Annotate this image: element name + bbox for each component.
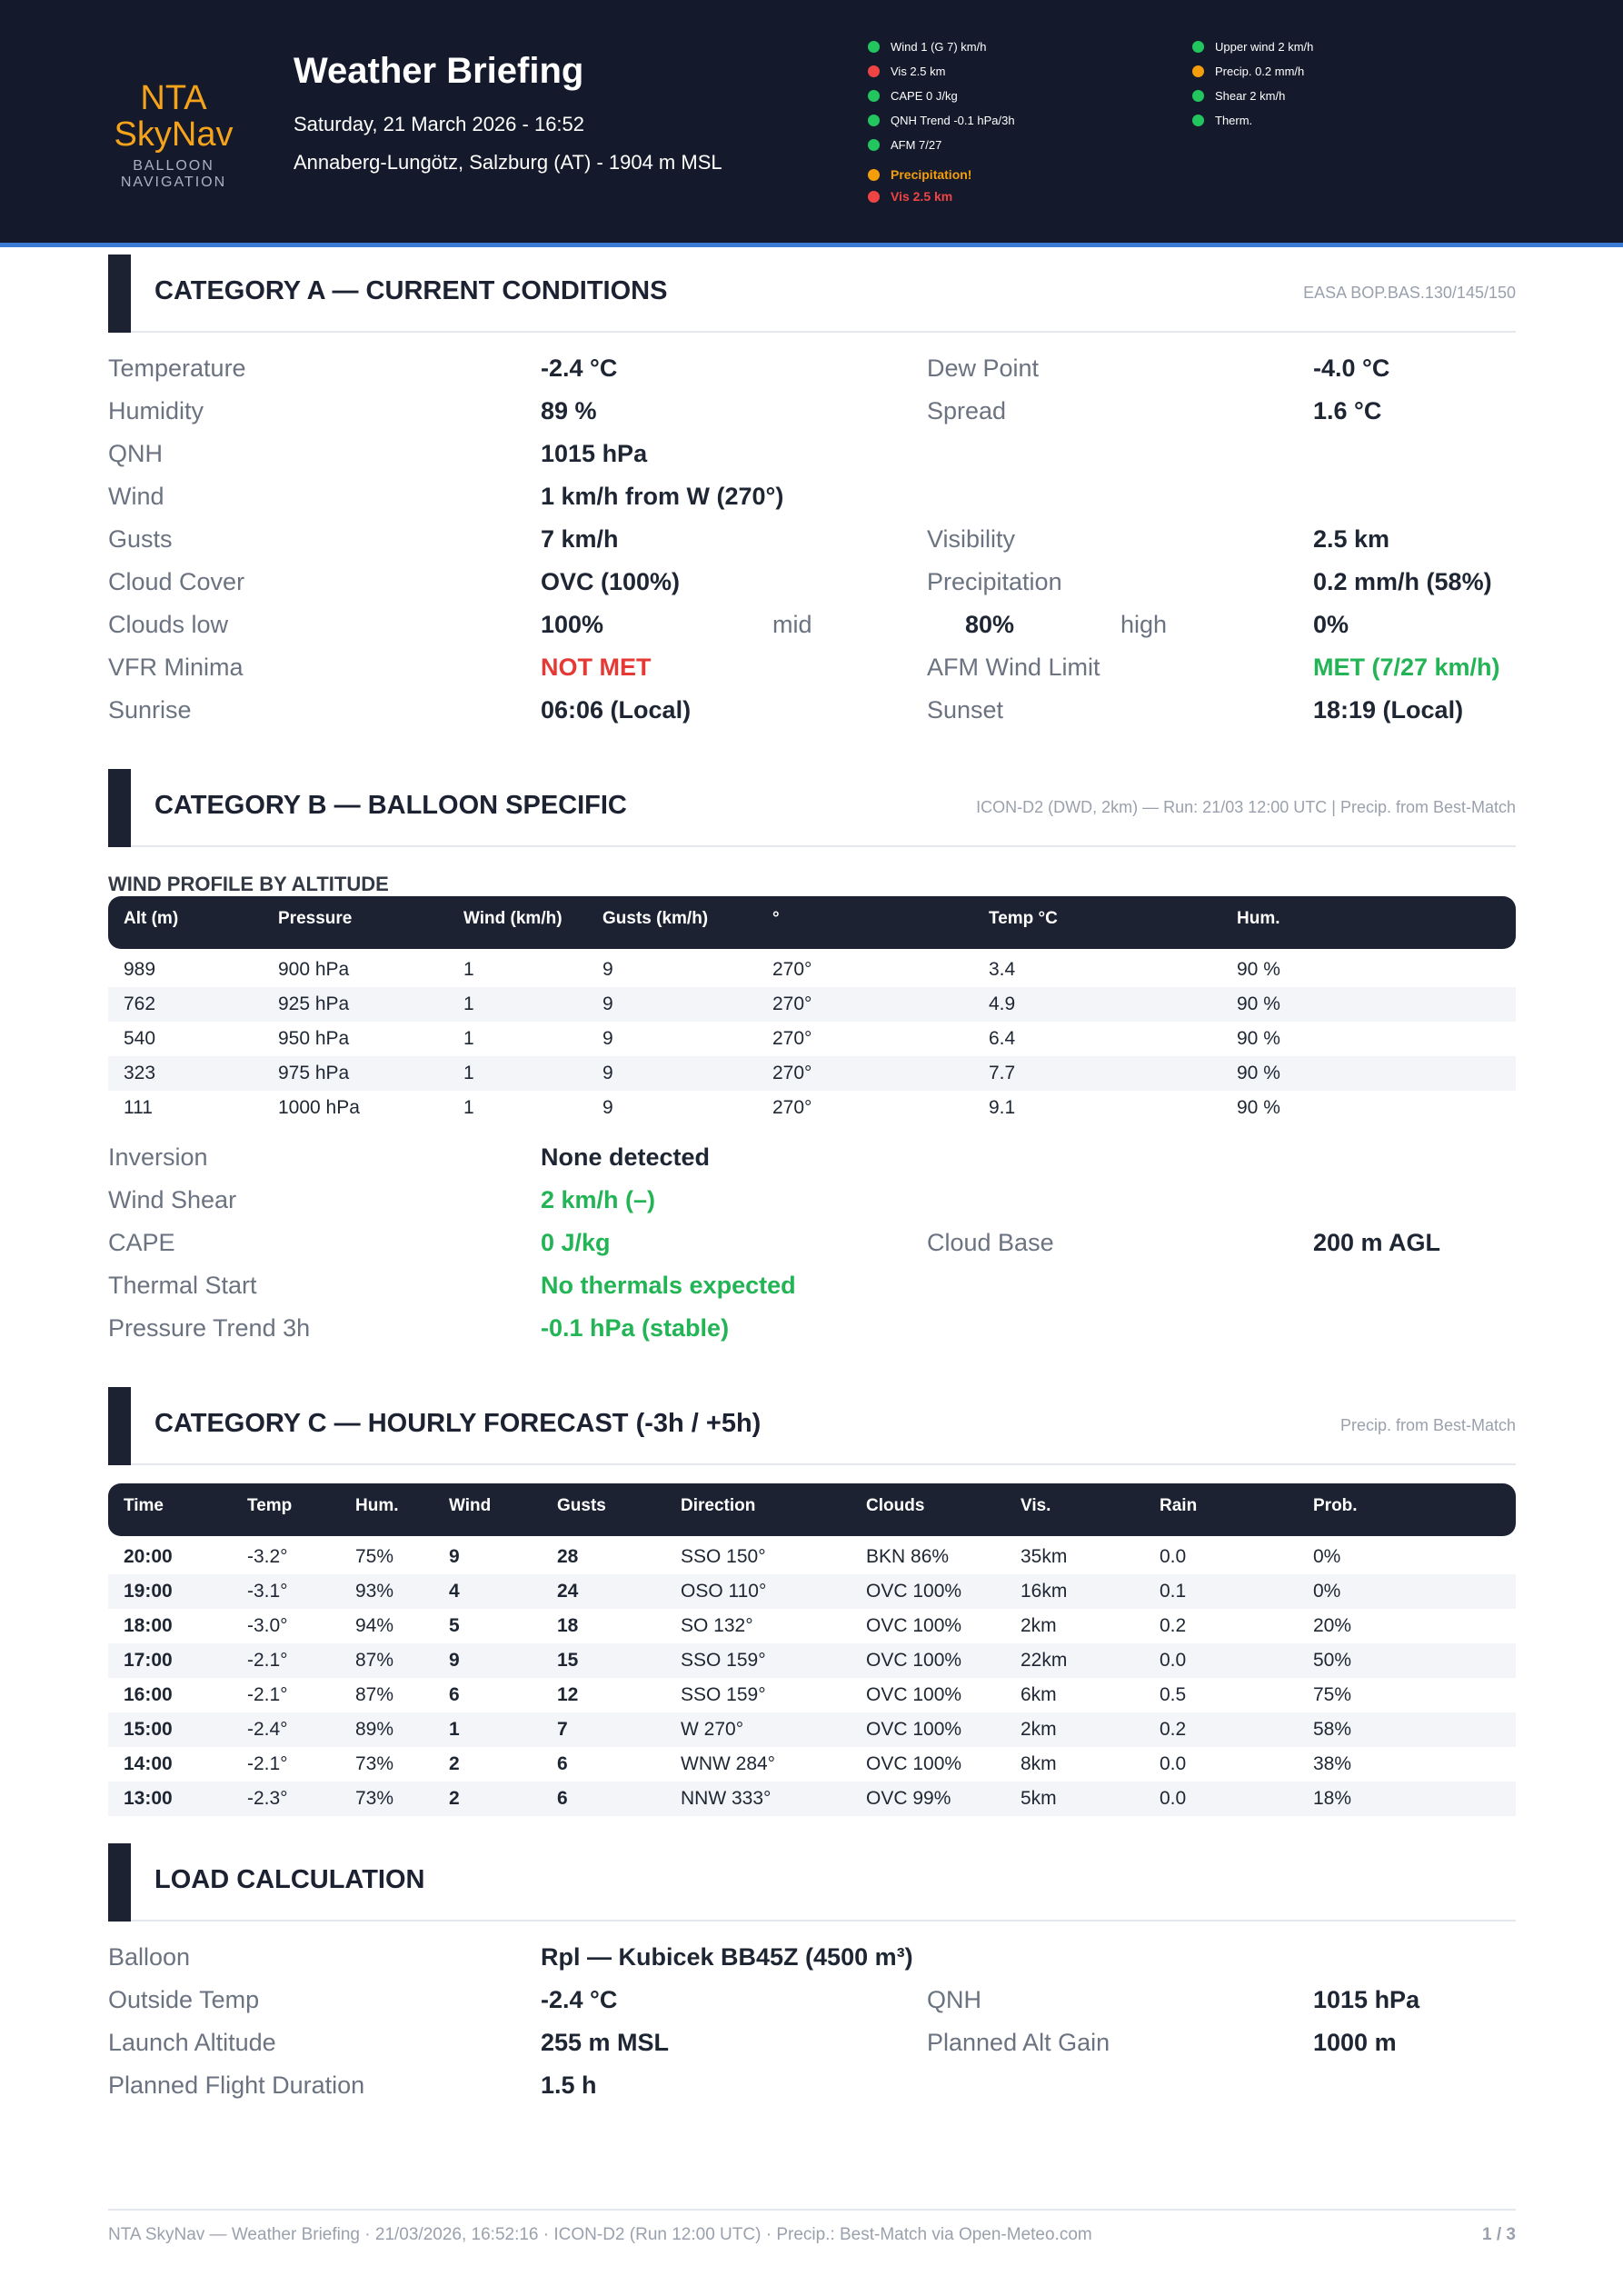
table-cell: 2 <box>449 1788 460 1809</box>
column-header: Clouds <box>866 1496 925 1515</box>
table-cell: -2.1° <box>247 1684 288 1705</box>
table-cell: 18:00 <box>124 1615 173 1636</box>
column-header: Pressure <box>278 909 353 928</box>
inversion-label: Inversion <box>108 1143 208 1171</box>
table-cell: 9 <box>602 959 613 980</box>
logo <box>78 80 269 191</box>
table-cell: -2.3° <box>247 1788 288 1809</box>
table-cell: 90 % <box>1237 1063 1280 1083</box>
column-header: Alt (m) <box>124 909 179 928</box>
temperature-label: Temperature <box>108 354 246 382</box>
section-title: CATEGORY C — HOURLY FORECAST (-3h / +5h) <box>154 1409 762 1438</box>
table-cell: 270° <box>772 1063 812 1083</box>
balloon-value: Rpl — Kubicek BB45Z (4500 m³) <box>541 1943 913 1971</box>
warning-text: Precipitation! <box>891 167 972 182</box>
table-cell: 35km <box>1021 1546 1068 1567</box>
header-banner <box>0 0 1623 247</box>
logo-line2: SkyNav <box>114 115 234 154</box>
table-cell: 9.1 <box>989 1097 1016 1118</box>
status-text: Precip. 0.2 mm/h <box>1215 65 1305 78</box>
status-text: Vis 2.5 km <box>891 65 946 78</box>
table-cell: 270° <box>772 1028 812 1049</box>
column-header: Rain <box>1160 1496 1198 1515</box>
clouds-low-label: Clouds low <box>108 611 229 638</box>
table-cell: 0.0 <box>1160 1546 1187 1567</box>
wind-profile-table <box>108 896 1516 1125</box>
table-cell: 1000 hPa <box>278 1097 360 1118</box>
cloud-base-label: Cloud Base <box>927 1229 1054 1256</box>
table-cell: OVC 99% <box>866 1788 951 1809</box>
status-text: Therm. <box>1215 114 1253 127</box>
table-cell: W 270° <box>681 1719 744 1740</box>
wind-profile-title: WIND PROFILE BY ALTITUDE <box>108 873 389 895</box>
cape-label: CAPE <box>108 1229 175 1256</box>
status-list-2 <box>1192 35 1313 133</box>
table-cell: 24 <box>557 1581 579 1602</box>
table-cell: 0.2 <box>1160 1615 1187 1636</box>
sunrise-label: Sunrise <box>108 696 192 724</box>
table-cell: SSO 159° <box>681 1650 766 1671</box>
table-cell: 18 <box>557 1615 579 1636</box>
warning-text: Vis 2.5 km <box>891 189 953 204</box>
status-text: Upper wind 2 km/h <box>1215 40 1314 54</box>
status-dot-icon <box>1192 41 1204 53</box>
table-cell: 989 <box>124 959 156 980</box>
table-cell: 50% <box>1313 1650 1352 1671</box>
column-header: Vis. <box>1021 1496 1051 1515</box>
table-row <box>108 1574 1516 1609</box>
clouds-mid-label: mid <box>772 611 812 638</box>
table-cell: 540 <box>124 1028 156 1049</box>
table-row <box>108 1643 1516 1678</box>
table-cell: 0.5 <box>1160 1684 1187 1705</box>
table-cell: 0.1 <box>1160 1581 1187 1602</box>
afm-label: AFM Wind Limit <box>927 654 1100 681</box>
clouds-low-value: 100% <box>541 611 604 638</box>
table-cell: 9 <box>602 1063 613 1083</box>
column-header: Temp <box>247 1496 293 1515</box>
table-cell: OVC 100% <box>866 1753 962 1774</box>
section-title: LOAD CALCULATION <box>154 1865 425 1894</box>
table-cell: 4 <box>449 1581 460 1602</box>
table-cell: 8km <box>1021 1753 1057 1774</box>
cloud-cover-label: Cloud Cover <box>108 568 245 595</box>
balloon-label: Balloon <box>108 1943 191 1971</box>
column-header: ° <box>772 909 780 928</box>
column-header: Wind (km/h) <box>463 909 563 928</box>
table-cell: 975 hPa <box>278 1063 350 1083</box>
clouds-high-label: high <box>1120 611 1168 638</box>
humidity-value: 89 % <box>541 397 597 424</box>
column-header: Wind <box>449 1496 492 1515</box>
table-cell: 3.4 <box>989 959 1016 980</box>
briefing-location: Annaberg-Lungötz, Salzburg (AT) - 1904 m MSL <box>294 151 722 174</box>
table-cell: 87% <box>355 1684 394 1705</box>
table-cell: 323 <box>124 1063 156 1083</box>
table-cell: 950 hPa <box>278 1028 350 1049</box>
launch-altitude-label: Launch Altitude <box>108 2029 276 2056</box>
table-row <box>108 1678 1516 1712</box>
table-cell: OVC 100% <box>866 1650 962 1671</box>
launch-altitude-value: 255 m MSL <box>541 2029 670 2056</box>
cape-value: 0 J/kg <box>541 1229 611 1256</box>
table-cell: 93% <box>355 1581 394 1602</box>
vfr-status: NOT MET <box>541 654 652 681</box>
warning-dot-icon <box>868 169 880 181</box>
thermal-start-label: Thermal Start <box>108 1272 257 1299</box>
sunset-label: Sunset <box>927 696 1004 724</box>
table-row <box>108 953 1516 987</box>
status-dot-icon <box>1192 65 1204 77</box>
table-cell: 20:00 <box>124 1546 173 1567</box>
outside-temp-label: Outside Temp <box>108 1986 260 2013</box>
table-cell: 87% <box>355 1650 394 1671</box>
table-cell: 15:00 <box>124 1719 173 1740</box>
wind-shear-value: 2 km/h (–) <box>541 1186 656 1213</box>
table-cell: 0% <box>1313 1546 1341 1567</box>
section-accent <box>108 255 131 333</box>
table-row <box>108 1609 1516 1643</box>
table-cell: 94% <box>355 1615 394 1636</box>
status-item <box>1192 84 1313 108</box>
table-cell: 111 <box>124 1097 153 1118</box>
qnh-value: 1015 hPa <box>541 440 648 467</box>
table-cell: NNW 333° <box>681 1788 772 1809</box>
status-item <box>868 133 1015 157</box>
table-cell: 6 <box>557 1788 568 1809</box>
briefing-date: Saturday, 21 March 2026 - 16:52 <box>294 113 585 135</box>
table-cell: 18% <box>1313 1788 1352 1809</box>
table-cell: OSO 110° <box>681 1581 767 1602</box>
table-cell: 90 % <box>1237 959 1280 980</box>
table-cell: 9 <box>602 1097 613 1118</box>
table-cell: 17:00 <box>124 1650 173 1671</box>
section-accent <box>108 1387 131 1465</box>
status-dot-icon <box>868 41 880 53</box>
table-cell: 16:00 <box>124 1684 173 1705</box>
table-row <box>108 987 1516 1022</box>
table-cell: 90 % <box>1237 1028 1280 1049</box>
table-cell: 6 <box>449 1684 460 1705</box>
flight-duration-label: Planned Flight Duration <box>108 2071 365 2099</box>
table-cell: SSO 150° <box>681 1546 766 1567</box>
table-cell: -3.1° <box>247 1581 288 1602</box>
status-dot-icon <box>868 65 880 77</box>
table-row <box>108 1091 1516 1125</box>
vfr-label: VFR Minima <box>108 654 244 681</box>
status-list-1 <box>868 35 1015 157</box>
section-category-c <box>108 1387 1516 1465</box>
table-cell: -3.2° <box>247 1546 288 1567</box>
table-row <box>108 1056 1516 1091</box>
warning-list <box>868 164 971 207</box>
table-cell: 5 <box>449 1615 460 1636</box>
table-cell: 16km <box>1021 1581 1068 1602</box>
clouds-high-value: 0% <box>1313 611 1349 638</box>
table-cell: 6km <box>1021 1684 1057 1705</box>
status-item <box>1192 108 1313 133</box>
table-cell: 900 hPa <box>278 959 350 980</box>
page-number: 1 / 3 <box>1482 2225 1516 2244</box>
sunset-value: 18:19 (Local) <box>1313 696 1464 724</box>
table-cell: 5km <box>1021 1788 1057 1809</box>
table-cell: 0.0 <box>1160 1753 1187 1774</box>
logo-line1: NTA <box>140 79 207 117</box>
wind-shear-label: Wind Shear <box>108 1186 237 1213</box>
table-cell: 1 <box>463 959 474 980</box>
table-cell: -2.1° <box>247 1650 288 1671</box>
column-header: Direction <box>681 1496 756 1515</box>
table-cell: -3.0° <box>247 1615 288 1636</box>
table-cell: 9 <box>449 1650 460 1671</box>
table-cell: 1 <box>463 993 474 1014</box>
table-cell: 270° <box>772 993 812 1014</box>
table-cell: 6.4 <box>989 1028 1016 1049</box>
table-cell: 762 <box>124 993 156 1014</box>
table-cell: 925 hPa <box>278 993 350 1014</box>
sunrise-value: 06:06 (Local) <box>541 696 692 724</box>
table-header <box>108 1483 1516 1536</box>
table-cell: 89% <box>355 1719 394 1740</box>
table-cell: 38% <box>1313 1753 1352 1774</box>
column-header: Prob. <box>1313 1496 1358 1515</box>
qnh-label: QNH <box>108 440 163 467</box>
table-cell: -2.4° <box>247 1719 288 1740</box>
status-item <box>868 35 1015 59</box>
table-cell: 0.0 <box>1160 1650 1187 1671</box>
temperature-value: -2.4 °C <box>541 354 618 382</box>
table-cell: 73% <box>355 1753 394 1774</box>
pressure-trend-label: Pressure Trend 3h <box>108 1314 311 1342</box>
precip-value: 0.2 mm/h (58%) <box>1313 568 1492 595</box>
status-dot-icon <box>868 139 880 151</box>
column-header: Gusts (km/h) <box>602 909 709 928</box>
status-text: AFM 7/27 <box>891 138 942 152</box>
table-cell: 1 <box>463 1097 474 1118</box>
dewpoint-value: -4.0 °C <box>1313 354 1390 382</box>
section-title: CATEGORY A — CURRENT CONDITIONS <box>154 276 668 305</box>
column-header: Hum. <box>1237 909 1280 928</box>
flight-duration-value: 1.5 h <box>541 2071 597 2099</box>
warning-item <box>868 164 971 185</box>
status-item <box>868 84 1015 108</box>
status-text: Wind 1 (G 7) km/h <box>891 40 987 54</box>
alt-gain-value: 1000 m <box>1313 2029 1397 2056</box>
table-cell: 1 <box>449 1719 460 1740</box>
cloud-cover-value: OVC (100%) <box>541 568 681 595</box>
section-category-a <box>108 255 1516 333</box>
table-row <box>108 1540 1516 1574</box>
table-cell: OVC 100% <box>866 1684 962 1705</box>
status-dot-icon <box>868 115 880 126</box>
wind-label: Wind <box>108 483 164 510</box>
status-text: QNH Trend -0.1 hPa/3h <box>891 114 1015 127</box>
table-cell: WNW 284° <box>681 1753 776 1774</box>
status-item <box>1192 59 1313 84</box>
spread-value: 1.6 °C <box>1313 397 1382 424</box>
gusts-label: Gusts <box>108 525 173 553</box>
precip-label: Precipitation <box>927 568 1062 595</box>
column-header: Time <box>124 1496 164 1515</box>
table-row <box>108 1022 1516 1056</box>
section-meta: ICON-D2 (DWD, 2km) — Run: 21/03 12:00 UTC | Precip. from Best-Match <box>976 798 1516 816</box>
section-meta: EASA BOP.BAS.130/145/150 <box>1303 284 1516 302</box>
clouds-mid-value: 80% <box>965 611 1015 638</box>
table-cell: 22km <box>1021 1650 1068 1671</box>
table-cell: 4.9 <box>989 993 1016 1014</box>
status-text: Shear 2 km/h <box>1215 89 1286 103</box>
table-row <box>108 1712 1516 1747</box>
warning-item <box>868 185 971 207</box>
table-cell: SO 132° <box>681 1615 753 1636</box>
table-cell: 6 <box>557 1753 568 1774</box>
table-cell: 28 <box>557 1546 579 1567</box>
table-cell: 2 <box>449 1753 460 1774</box>
table-cell: OVC 100% <box>866 1615 962 1636</box>
table-cell: 14:00 <box>124 1753 173 1774</box>
table-cell: 58% <box>1313 1719 1352 1740</box>
table-cell: 9 <box>602 993 613 1014</box>
warning-dot-icon <box>868 191 880 203</box>
spread-label: Spread <box>927 397 1007 424</box>
table-cell: 13:00 <box>124 1788 173 1809</box>
visibility-value: 2.5 km <box>1313 525 1390 553</box>
table-cell: 9 <box>449 1546 460 1567</box>
section-accent <box>108 769 131 847</box>
table-cell: 1 <box>463 1028 474 1049</box>
table-cell: 73% <box>355 1788 394 1809</box>
table-cell: OVC 100% <box>866 1581 962 1602</box>
table-cell: 270° <box>772 959 812 980</box>
table-cell: 0.2 <box>1160 1719 1187 1740</box>
page-title: Weather Briefing <box>294 51 584 91</box>
column-header: Gusts <box>557 1496 606 1515</box>
table-row <box>108 1747 1516 1782</box>
table-cell: 270° <box>772 1097 812 1118</box>
footer-text: NTA SkyNav — Weather Briefing · 21/03/2026, 16:52:16 · ICON-D2 (Run 12:00 UTC) · Precip.: Best-Match via Open-Meteo.com <box>108 2225 1092 2244</box>
table-cell: BKN 86% <box>866 1546 950 1567</box>
column-header: Hum. <box>355 1496 399 1515</box>
inversion-value: None detected <box>541 1143 711 1171</box>
column-header: Temp °C <box>989 909 1058 928</box>
table-cell: 15 <box>557 1650 579 1671</box>
wind-value: 1 km/h from W (270°) <box>541 483 784 510</box>
cloud-base-value: 200 m AGL <box>1313 1229 1441 1256</box>
visibility-label: Visibility <box>927 525 1016 553</box>
load-qnh-value: 1015 hPa <box>1313 1986 1420 2013</box>
table-cell: 7.7 <box>989 1063 1016 1083</box>
table-row <box>108 1782 1516 1816</box>
alt-gain-label: Planned Alt Gain <box>927 2029 1110 2056</box>
hourly-forecast-table <box>108 1483 1516 1816</box>
footer-divider <box>108 2209 1516 2211</box>
status-dot-icon <box>1192 115 1204 126</box>
thermal-start-value: No thermals expected <box>541 1272 796 1299</box>
table-cell: 19:00 <box>124 1581 173 1602</box>
pressure-trend-value: -0.1 hPa (stable) <box>541 1314 730 1342</box>
status-text: CAPE 0 J/kg <box>891 89 958 103</box>
table-cell: 75% <box>1313 1684 1352 1705</box>
table-cell: 0% <box>1313 1581 1341 1602</box>
status-item <box>868 108 1015 133</box>
table-header <box>108 896 1516 949</box>
section-meta: Precip. from Best-Match <box>1339 1416 1516 1434</box>
table-cell: 9 <box>602 1028 613 1049</box>
dewpoint-label: Dew Point <box>927 354 1040 382</box>
section-title: CATEGORY B — BALLOON SPECIFIC <box>154 791 627 820</box>
table-cell: 1 <box>463 1063 474 1083</box>
section-category-b <box>108 769 1516 847</box>
table-cell: 0.0 <box>1160 1788 1187 1809</box>
humidity-label: Humidity <box>108 397 204 424</box>
gusts-value: 7 km/h <box>541 525 619 553</box>
table-cell: 75% <box>355 1546 394 1567</box>
table-cell: 90 % <box>1237 993 1280 1014</box>
section-load-calculation <box>108 1843 1516 1922</box>
status-dot-icon <box>868 90 880 102</box>
table-cell: 90 % <box>1237 1097 1280 1118</box>
afm-status: MET (7/27 km/h) <box>1313 654 1500 681</box>
status-item <box>868 59 1015 84</box>
logo-subtitle: BALLOON NAVIGATION <box>120 158 227 190</box>
table-cell: 20% <box>1313 1615 1352 1636</box>
table-cell: 7 <box>557 1719 568 1740</box>
table-cell: 2km <box>1021 1615 1057 1636</box>
status-dot-icon <box>1192 90 1204 102</box>
status-item <box>1192 35 1313 59</box>
table-cell: 2km <box>1021 1719 1057 1740</box>
section-accent <box>108 1843 131 1922</box>
table-cell: SSO 159° <box>681 1684 766 1705</box>
table-cell: 12 <box>557 1684 579 1705</box>
outside-temp-value: -2.4 °C <box>541 1986 618 2013</box>
load-qnh-label: QNH <box>927 1986 981 2013</box>
table-cell: OVC 100% <box>866 1719 962 1740</box>
table-cell: -2.1° <box>247 1753 288 1774</box>
